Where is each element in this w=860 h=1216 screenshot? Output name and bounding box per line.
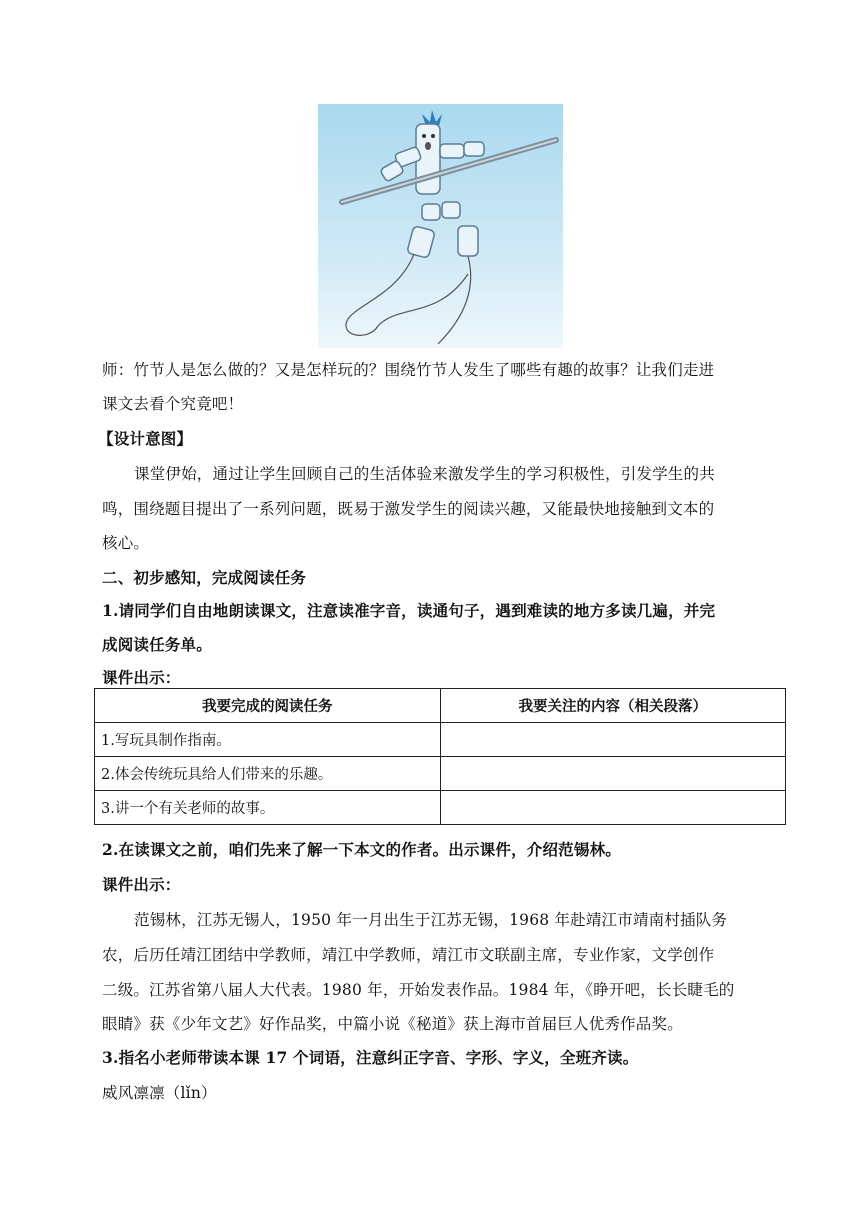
table-cell: 3.讲一个有关老师的故事。 (95, 791, 441, 825)
bio-line-3: 二级。江苏省第八届人大代表。1980 年，开始发表作品。1984 年，《睁开吧，长长睫毛的 (102, 981, 735, 999)
table-row (95, 791, 786, 825)
intro-line-1: 师：竹节人是怎么做的？又是怎样玩的？围绕竹节人发生了哪些有趣的故事？让我们走进 (102, 361, 715, 379)
table-header-cell: 我要完成的阅读任务 (95, 689, 441, 723)
design-heading: 【设计意图】 (98, 429, 193, 448)
bamboo-man-illustration (318, 104, 563, 348)
courseware-label-2: 课件出示： (102, 875, 181, 894)
step1-line-2: 成阅读任务单。 (102, 635, 212, 654)
courseware-label-1: 课件出示： (102, 668, 181, 687)
table-cell: 2.体会传统玩具给人们带来的乐趣。 (95, 757, 441, 791)
table-header-row (95, 689, 786, 723)
reading-task-table (94, 688, 786, 825)
table-row (95, 757, 786, 791)
bio-line-1: 范锡林，江苏无锡人，1950 年一月出生于江苏无锡，1968 年赴靖江市靖南村插队务 (134, 911, 728, 929)
bio-line-4: 眼睛》获《少年文艺》好作品奖，中篇小说《秘道》获上海市首届巨人优秀作品奖。 (102, 1015, 683, 1033)
table-cell (440, 723, 786, 757)
bio-line-2: 农，后历任靖江团结中学教师，靖江中学教师，靖江市文联副主席，专业作家，文学创作 (102, 946, 715, 964)
table-cell (440, 791, 786, 825)
step2-line: 2.在读课文之前，咱们先来了解一下本文的作者。出示课件，介绍范锡林。 (102, 840, 621, 859)
table-header-cell: 我要关注的内容（相关段落） (440, 689, 786, 723)
step3-line: 3.指名小老师带读本课 17 个词语，注意纠正字音、字形、字义，全班齐读。 (102, 1048, 639, 1067)
intro-line-2: 课文去看个究竟吧！ (102, 395, 244, 413)
vocab-word-1: 威风凛凛（lǐn） (102, 1084, 217, 1102)
section2-heading: 二、初步感知，完成阅读任务 (102, 568, 307, 587)
table-row (95, 723, 786, 757)
design-line-3: 核心。 (102, 534, 150, 552)
step1-line-1: 1.请同学们自由地朗读课文，注意读准字音，读通句子，遇到难读的地方多读几遍，并完 (102, 601, 716, 620)
table-cell: 1.写玩具制作指南。 (95, 723, 441, 757)
design-line-1: 课堂伊始，通过让学生回顾自己的生活体验来激发学生的学习积极性，引发学生的共 (134, 465, 715, 483)
design-line-2: 鸣，围绕题目提出了一系列问题，既易于激发学生的阅读兴趣，又能最快地接触到文本的 (102, 500, 715, 518)
table-cell (440, 757, 786, 791)
